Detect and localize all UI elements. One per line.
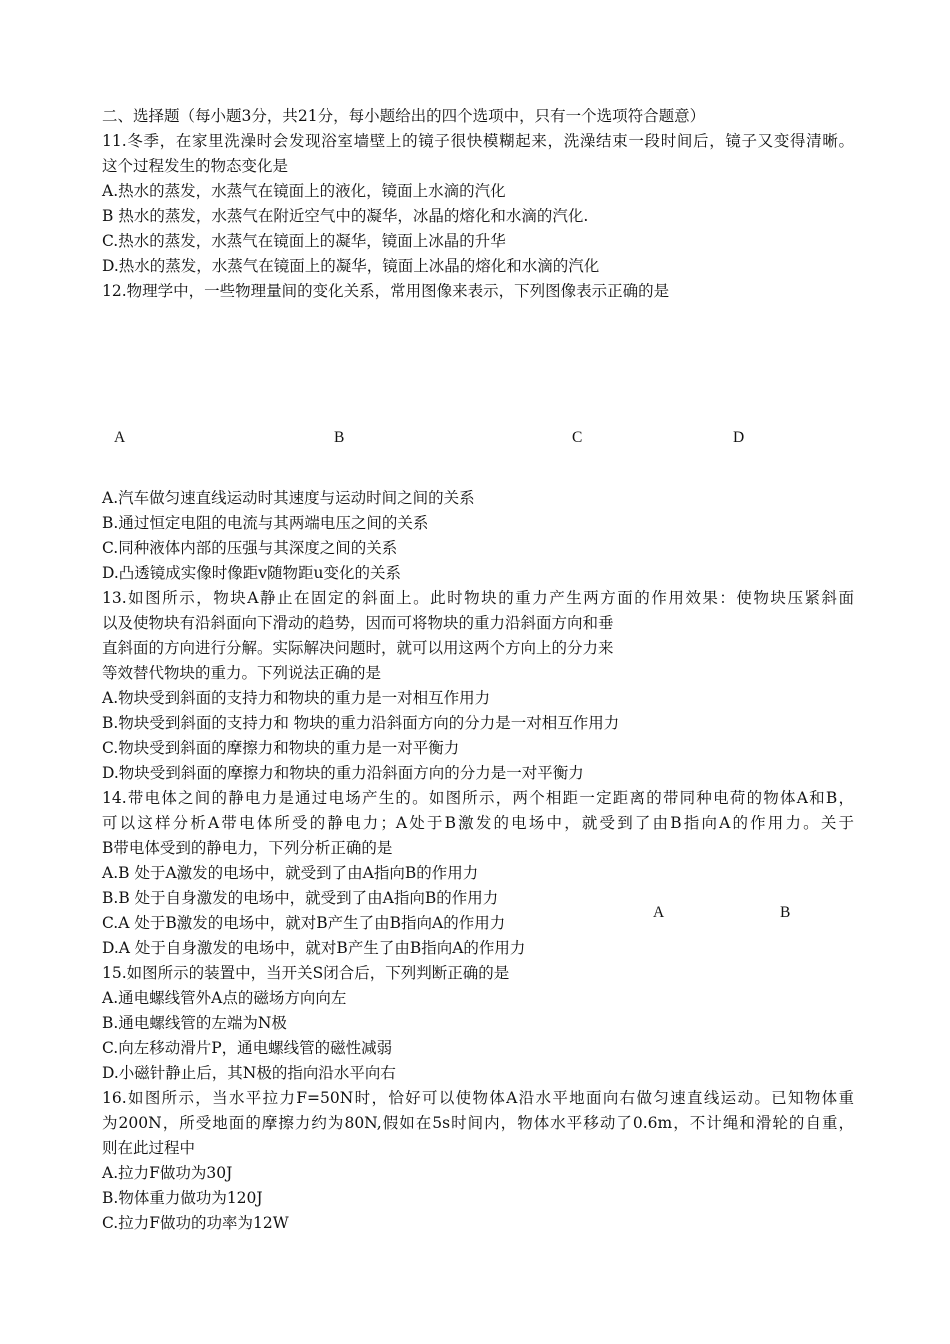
q15-stem: 15.如图所示的装置中，当开关S闭合后，下列判断正确的是	[102, 964, 510, 982]
q12-graph-label-d: D	[733, 429, 745, 446]
q13-option-a: A.物块受到斜面的支持力和物块的重力是一对相互作用力	[102, 689, 491, 707]
q14-figure-label-b: B	[780, 904, 791, 921]
q12-graph-label-c: C	[572, 429, 583, 446]
q12-option-d: D.凸透镜成实像时像距v随物距u变化的关系	[102, 564, 402, 582]
q13-stem-line-2: 以及使物块有沿斜面向下滑动的趋势，因而可将物块的重力沿斜面方向和垂	[102, 614, 614, 632]
q12-option-b: B.通过恒定电阻的电流与其两端电压之间的关系	[102, 514, 429, 532]
q12-option-a: A.汽车做匀速直线运动时其速度与运动时间之间的关系	[102, 489, 475, 507]
q16-option-b: B.物体重力做功为120J	[102, 1189, 263, 1207]
q14-stem-line-1: 14.带电体之间的静电力是通过电场产生的。如图所示，两个相距一定距离的带同种电荷的物体A和B，	[102, 789, 854, 807]
q14-figure-label-a: A	[653, 904, 665, 921]
q11-stem-line-2: 这个过程发生的物态变化是	[102, 157, 289, 175]
q13-stem-line-1: 13.如图所示，物块A静止在固定的斜面上。此时物块的重力产生两方面的作用效果：使物块压紧斜面	[102, 589, 854, 607]
q16-option-a: A.拉力F做功为30J	[102, 1164, 233, 1182]
q12-option-c: C.同种液体内部的压强与其深度之间的关系	[102, 539, 398, 557]
q11-option-b: B 热水的蒸发，水蒸气在附近空气中的凝华，冰晶的熔化和水滴的汽化.	[102, 207, 589, 225]
q11-option-a: A.热水的蒸发，水蒸气在镜面上的液化，镜面上水滴的汽化	[102, 182, 506, 200]
q15-option-a: A.通电螺线管外A点的磁场方向向左	[102, 989, 347, 1007]
q16-option-c: C.拉力F做功的功率为12W	[102, 1214, 289, 1232]
q15-option-c: C.向左移动滑片P，通电螺线管的磁性减弱	[102, 1039, 393, 1057]
q13-option-d: D.物块受到斜面的摩擦力和物块的重力沿斜面方向的分力是一对平衡力	[102, 764, 584, 782]
q14-stem-line-2: 可以这样分析A带电体所受的静电力；A处于B激发的电场中，就受到了由B指向A的作用力。关于	[102, 814, 854, 832]
q14-option-b: B.B 处于自身激发的电场中，就受到了由A指向B的作用力	[102, 889, 499, 907]
q16-stem-line-2: 为200N，所受地面的摩擦力约为80N,假如在5s时间内，物体水平移动了0.6m，不计绳和滑轮的自重，	[102, 1114, 854, 1132]
q13-stem-line-3: 直斜面的方向进行分解。实际解决问题时，就可以用这两个方向上的分力来	[102, 639, 614, 657]
q14-option-a: A.B 处于A激发的电场中，就受到了由A指向B的作用力	[102, 864, 479, 882]
q13-stem-line-4: 等效替代物块的重力。下列说法正确的是	[102, 664, 382, 682]
q12-graph-label-b: B	[334, 429, 345, 446]
q12-stem: 12.物理学中，一些物理量间的变化关系，常用图像来表示，下列图像表示正确的是	[102, 282, 670, 300]
q16-stem-line-1: 16.如图所示，当水平拉力F=50N时，恰好可以使物体A沿水平地面向右做匀速直线运动。已知物体重	[102, 1089, 854, 1107]
q13-option-b: B.物块受到斜面的支持力和 物块的重力沿斜面方向的分力是一对相互作用力	[102, 714, 620, 732]
q14-option-d: D.A 处于自身激发的电场中，就对B产生了由B指向A的作用力	[102, 939, 526, 957]
q14-stem-line-3: B带电体受到的静电力，下列分析正确的是	[102, 839, 393, 857]
q11-stem-line-1: 11.冬季，在家里洗澡时会发现浴室墙壁上的镜子很快模糊起来，洗澡结束一段时间后，镜子又变得清晰。	[102, 132, 854, 150]
section-header: 二、选择题（每小题3分，共21分，每小题给出的四个选项中，只有一个选项符合题意）	[102, 107, 706, 125]
q15-option-b: B.通电螺线管的左端为N极	[102, 1014, 287, 1032]
q16-stem-line-3: 则在此过程中	[102, 1139, 196, 1157]
q12-graph-label-a: A	[114, 429, 126, 446]
q11-option-c: C.热水的蒸发，水蒸气在镜面上的凝华，镜面上冰晶的升华	[102, 232, 506, 250]
q15-option-d: D.小磁针静止后，其N极的指向沿水平向右	[102, 1064, 396, 1082]
q14-option-c: C.A 处于B激发的电场中，就对B产生了由B指向A的作用力	[102, 914, 506, 932]
q11-option-d: D.热水的蒸发，水蒸气在镜面上的凝华，镜面上冰晶的熔化和水滴的汽化	[102, 257, 600, 275]
q13-option-c: C.物块受到斜面的摩擦力和物块的重力是一对平衡力	[102, 739, 460, 757]
